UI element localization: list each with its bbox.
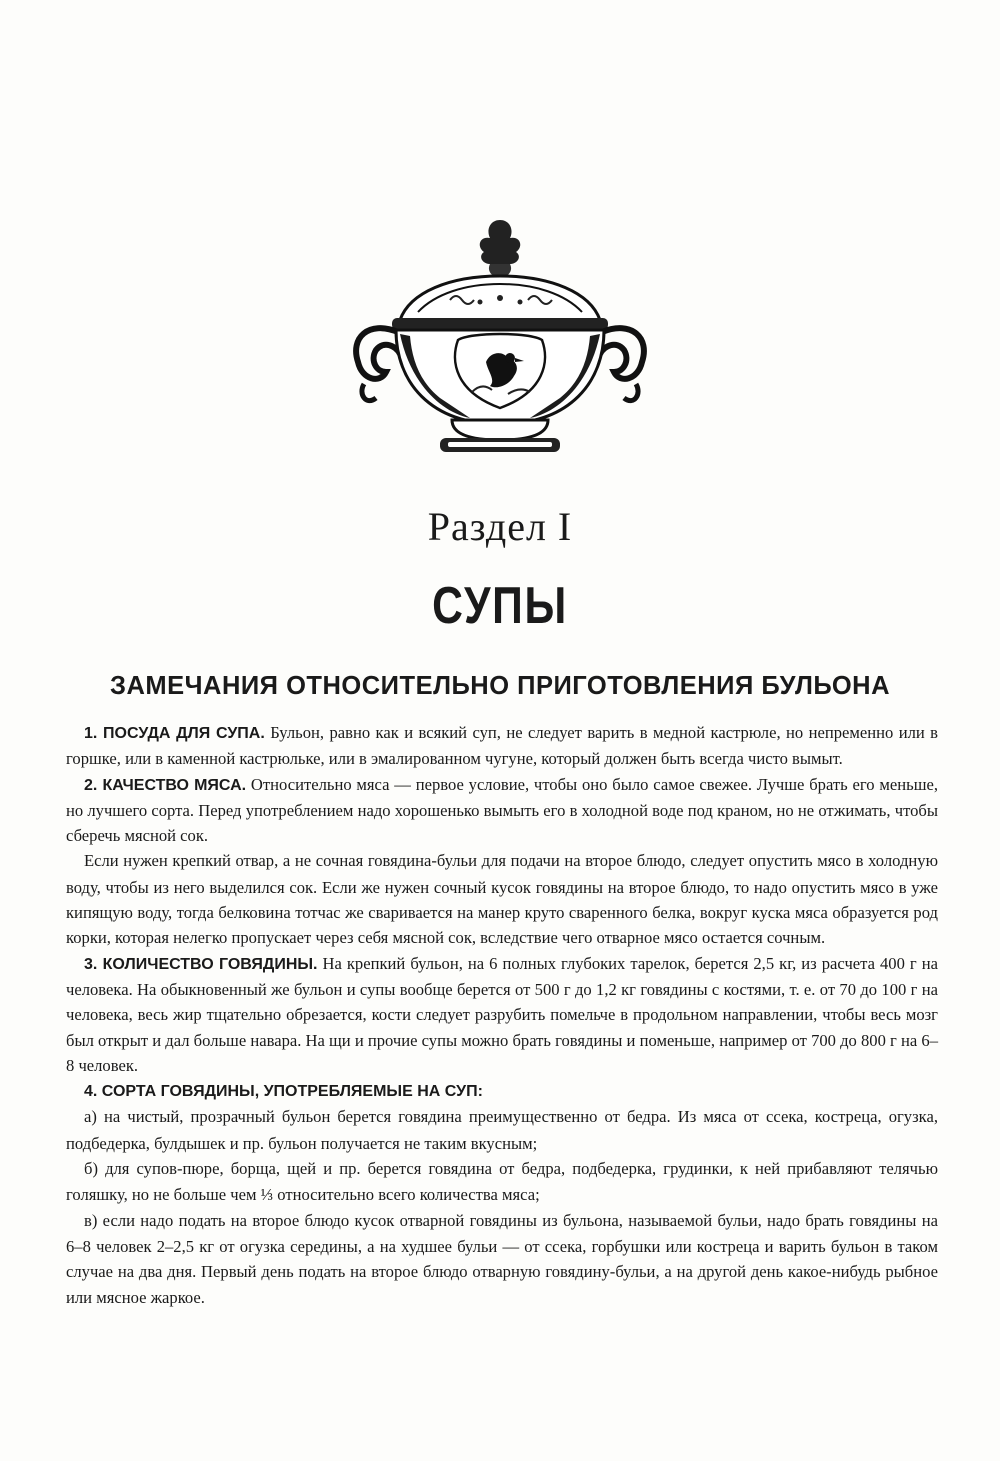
page-title: СУПЫ — [432, 577, 568, 635]
paragraph — [66, 1156, 938, 1208]
section-subtitle: ЗАМЕЧАНИЯ ОТНОСИТЕЛЬНО ПРИГОТОВЛЕНИЯ БУЛЬОНА — [109, 672, 891, 700]
paragraph — [66, 772, 938, 849]
paragraph-text: а) на чистый, прозрачный бульон берется говядина преимущественно от бедра. Из мяса от ссека, костреца, огузка, подбедерка, булдышек и пр. бульон получается не таким вкусным; — [66, 1107, 938, 1153]
section-label: Раздел I — [427, 504, 573, 549]
paragraph — [66, 1104, 938, 1156]
paragraph-heading: 2. КАЧЕСТВО МЯСА. — [84, 776, 247, 794]
body-text — [66, 720, 938, 1310]
paragraph-text: б) для супов-пюре, борща, щей и пр. берется говядина от бедра, подбедерка, грудинки, к ней прибавляют телячью голяшку, но не больше чем ⅓ относительно всего количества мяса; — [66, 1159, 938, 1205]
paragraph — [66, 1078, 938, 1104]
paragraph-text: Бульон, равно как и всякий суп, не следует варить в медной кастрюле, но непременно или в горшке, или в каменной кастрюльке, или в эмалированном чугуне, который должен быть всегда чисто вымыт. — [66, 723, 938, 769]
paragraph — [66, 720, 938, 772]
paragraph-heading: 4. СОРТА ГОВЯДИНЫ, УПОТРЕБЛЯЕМЫЕ НА СУП: — [84, 1083, 483, 1101]
paragraph — [66, 848, 938, 950]
paragraph — [66, 951, 938, 1078]
paragraph-heading: 1. ПОСУДА ДЛЯ СУПА. — [84, 725, 265, 742]
paragraph-text: в) если надо подать на второе блюдо кусок отварной говядины из бульона, называемой бульи, надо брать говядины на 6–8 человек 2–2,5 кг от огузка середины, а на худшее бульи — от ссека, горбушки или костреца и варить бульон в таком случае на два дня. Первый день подать на второе блюдо отварную говядину-бульи, а на другой день какое-нибудь рыбное или мясное жаркое. — [66, 1210, 938, 1307]
paragraph-heading: 3. КОЛИЧЕСТВО ГОВЯДИНЫ. — [84, 955, 318, 973]
paragraph-text: Относительно мяса — первое условие, чтобы оно было самое свежее. Лучше брать его меньше, но лучшего сорта. Перед употреблением надо хорошенько вымыть его в холодной воде под краном, но не отжимать, чтобы сберечь мясной сок. — [66, 774, 938, 846]
paragraph-text: Если нужен крепкий отвар, а не сочная говядина-бульи для подачи на второе блюдо, следует опустить мясо в холодную воду, чтобы из него выделился сок. Если же нужен сочный кусок говядины на второе блюдо, то надо опустить мясо в уже кипящую воду, тогда белковина тотчас же сваривается на манер круто сваренного белка, вокруг куска мяса образуется род корки, которая нелегко пропускает через себя мясной сок, вследствие чего отварное мясо остается сочным. — [66, 851, 938, 948]
paragraph — [66, 1208, 938, 1310]
soup-tureen-illustration — [340, 212, 660, 472]
paragraph-text: На крепкий бульон, на 6 полных глубоких тарелок, берется 2,5 кг, из расчета 400 г на человека. На обыкновенный же бульон и супы вообще берется от 500 г до 1,2 кг говядины с костями, т. е. от 70 до 100 г на человека, весь жир тщательно обрезается, кости следует разрубить помельче в продольном направлении, чтобы весь мозг был открыт и дал больше навара. На щи и прочие супы можно брать говядины и поменьше, например от 700 до 800 г на 6–8 человек. — [66, 953, 938, 1075]
